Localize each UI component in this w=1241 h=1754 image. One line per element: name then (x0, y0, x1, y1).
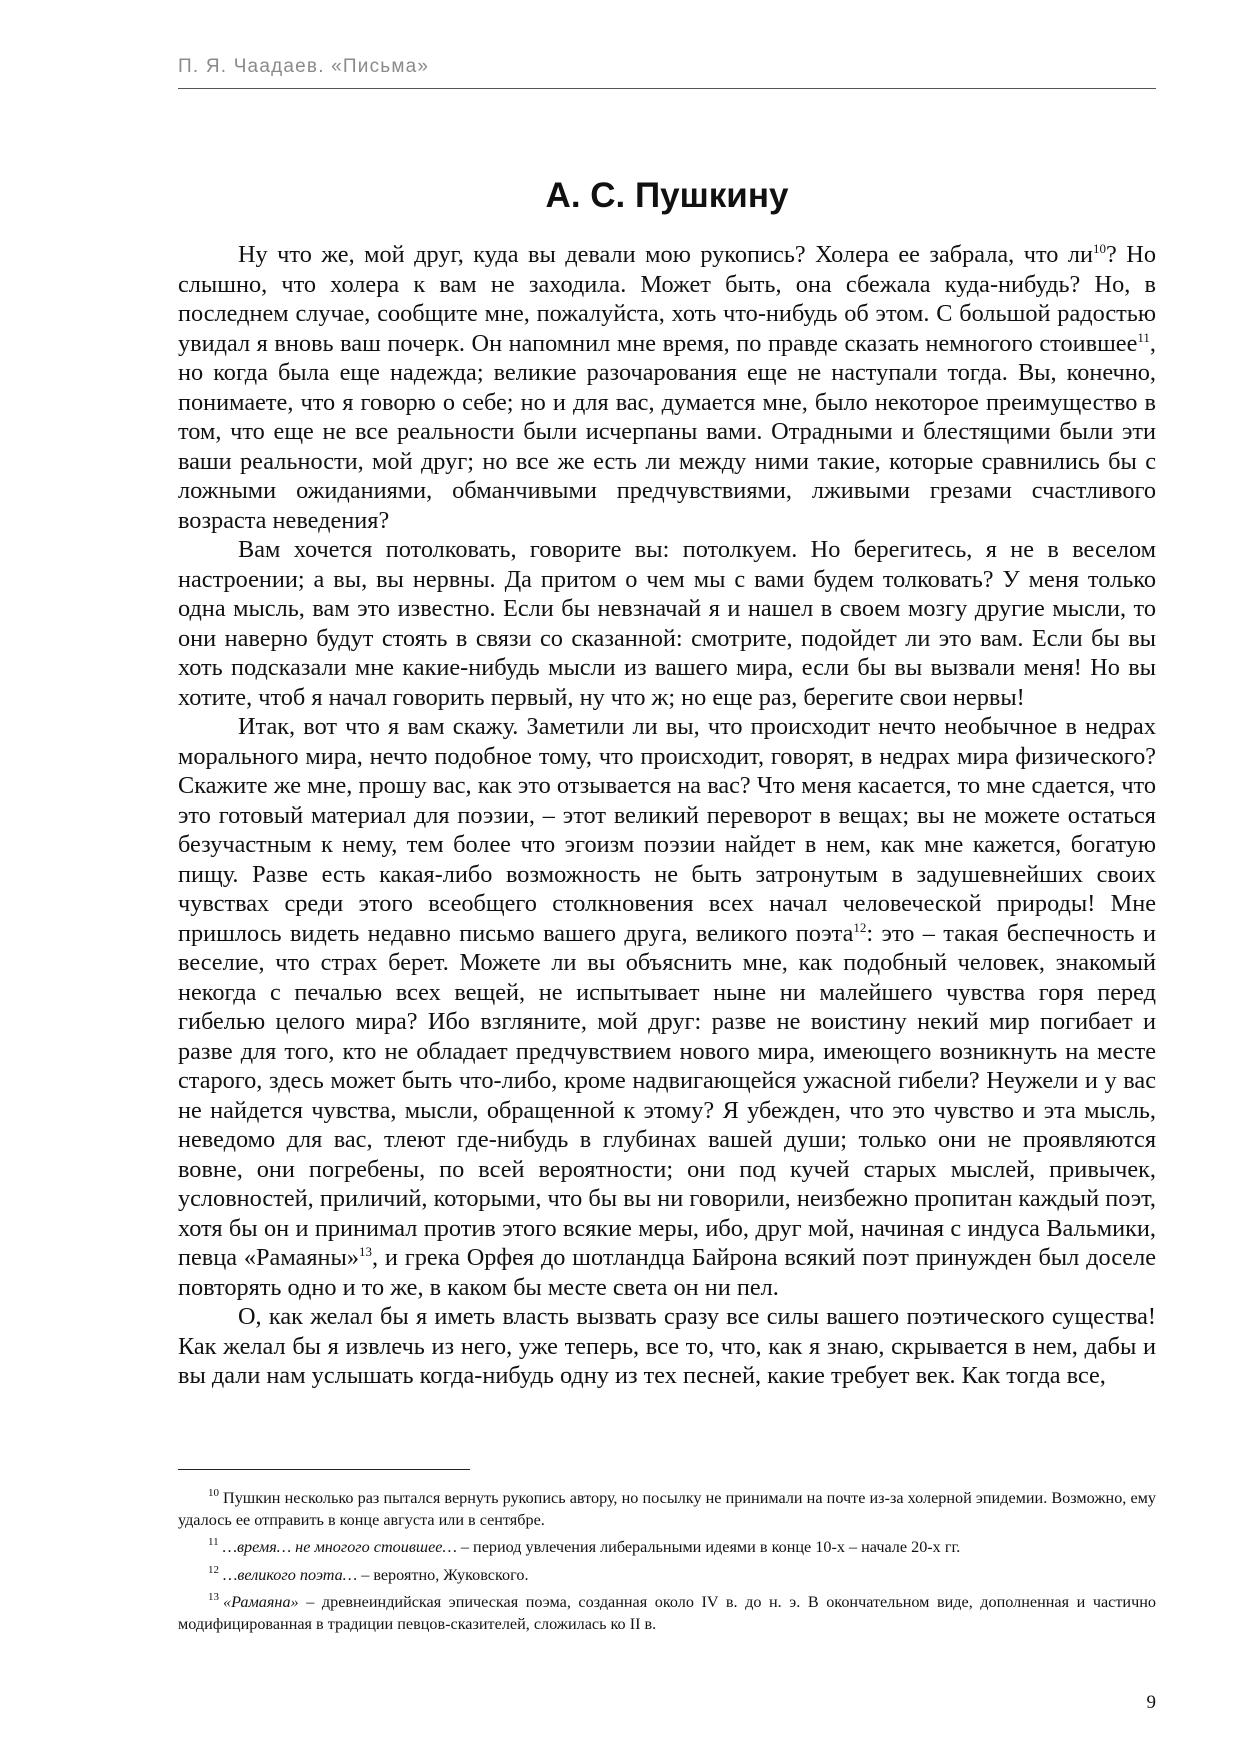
footnote-text: – древнеиндийская эпическая поэма, созданная около IV в. до н. э. В окончательном виде, дополненная и частично модифицированная в традиции певцов-сказителей, сложилась ко II в. (178, 1593, 1156, 1633)
page-number: 9 (1146, 1692, 1156, 1713)
footnote-rule (178, 1469, 470, 1470)
paragraph-1-text-c: , но когда была еще надежда; великие разочарования еще не наступали тогда. Вы, конечно, понимаете, что я говорю о себе; но и для вас, думается мне, было некоторое преимущество в том, что еще не все реальности были исчерпаны вами. Отрадными и блестящими были эти ваши реальности, мой друг; но все же есть ли между ними такие, которые сравнились бы с ложными ожиданиями, обманчивыми предчувствиями, лживыми грезами счастливого возраста неведения? (178, 329, 1156, 534)
paragraph-3 (178, 712, 1156, 1302)
footnotes (178, 1488, 1156, 1641)
footnote-ref-12[interactable]: 12 (853, 919, 867, 935)
paragraph-1 (178, 240, 1156, 535)
footnote-13 (178, 1592, 1156, 1635)
footnote-number: 13 (208, 1591, 219, 1603)
footnote-ref-13[interactable]: 13 (358, 1244, 372, 1259)
footnote-number: 10 (208, 1487, 219, 1499)
footnote-quote: «Рамаяна» (223, 1593, 299, 1611)
footnote-ref-10[interactable]: 10 (1093, 241, 1107, 256)
paragraph-1-text-a: Ну что же, мой друг, куда вы девали мою рукопись? Холера ее забрала, что ли (238, 241, 1094, 268)
footnote-12 (178, 1565, 1156, 1587)
paragraph-4: О, как желал бы я иметь власть вызвать сразу все силы вашего поэтического существа! Как желал бы я извлечь из него, уже теперь, все то, что, как я знаю, скрывается в нем, дабы и вы дали нам услышать когда-нибудь одну из тех песней, какие требует век. Как тогда все, (178, 1303, 1156, 1389)
footnote-quote: …великого поэта… (223, 1565, 358, 1584)
footnote-10 (178, 1488, 1156, 1531)
footnote-ref-11[interactable]: 11 (1137, 329, 1150, 345)
chapter-title: А. С. Пушкину (545, 176, 789, 215)
footnote-text: – вероятно, Жуковского. (357, 1565, 529, 1584)
paragraph-3-text-b: : это – такая беспечность и веселие, что страх берет. Можете ли вы объяснить мне, как подобный человек, знакомый некогда с печалью всех вещей, не испытывает ныне ни малейшего чувства горя перед гибелью целого мира? Ибо взгляните, мой друг: разве не воистину некий мир погибает и разве для того, кто не обладает предчувствием нового мира, имеющего возникнуть на месте старого, здесь может быть что-либо, кроме надвигающейся ужасной гибели? Неужели и у вас не найдется чувства, мысли, обращенной к этому? Я убежден, что это чувство и эта мысль, неведомо для вас, тлеют где-нибудь в глубинах вашей души; только они не проявляются вовне, они погребены, по всей вероятности; они под кучей старых мыслей, привычек, условностей, приличий, которыми, что бы вы ни говорили, неизбежно пропитан каждый поэт, хотя бы он и принимал против этого всякие меры, ибо, друг мой, начиная с индуса Вальмики, певца «Рамаяны» (178, 919, 1157, 1271)
paragraph-3-text-a: Итак, вот что я вам скажу. Заметили ли вы, что происходит нечто необычное в недрах морального мира, нечто подобное тому, что происходит, говорят, в недрах мира физического? Скажите же мне, прошу вас, как это отзывается на вас? Что меня касается, то мне сдается, что это готовый материал для поэзии, – этот великий переворот в вещах; вы не можете остаться безучастным к нему, тем более что эгоизм поэзии найдет в нем, как мне кажется, богатую пищу. Разве есть какая-либо возможность не быть затронутым в задушевнейших своих чувствах среди этого всеобщего столкновения всех начал человеческой природы! Мне пришлось видеть недавно письмо вашего друга, великого поэта (178, 713, 1156, 947)
footnote-text: – период увлечения либеральными идеями в конце 10-х – начале 20-х гг. (456, 1538, 961, 1556)
paragraph-2: Вам хочется потолковать, говорите вы: потолкуем. Но берегитесь, я не в веселом настроении; а вы, вы нервны. Да притом о чем мы с вами будем толковать? У меня только одна мысль, вам это известно. Если бы невзначай я и нашел в своем мозгу другие мысли, то они наверно будут стоять в связи со сказанной: смотрите, подойдет ли это вам. Если бы вы хоть подсказали мне какие-нибудь мысли из вашего мира, если бы вы вызвали меня! Но вы хотите, чтоб я начал говорить первый, ну что ж; но еще раз, берегите свои нервы! (178, 536, 1156, 711)
header-rule (178, 88, 1156, 89)
footnote-quote: …время… не многого стоившее… (222, 1538, 457, 1556)
footnote-11 (178, 1537, 1156, 1559)
paragraph-1-text-b: ? Но слышно, что холера к вам не заходила. Может быть, она сбежала куда-нибудь? Но, в последнем случае, сообщите мне, пожалуйста, хоть что-нибудь об этом. С большой радостью увидал я вновь ваш почерк. Он напомнил мне время, по правде сказать немногого стоившее (178, 241, 1156, 357)
paragraph-3-text-c: , и грека Орфея до шотландца Байрона всякий поэт принужден был доселе повторять одно и то же, в каком бы месте света он ни пел. (178, 1244, 1156, 1301)
running-head: П. Я. Чаадаев. «Письма» (178, 56, 430, 77)
body-text (178, 240, 1156, 1391)
footnote-number: 12 (208, 1563, 219, 1576)
footnote-text: Пушкин несколько раз пытался вернуть рукопись автору, но посылку не принимали на почте из-за холерной эпидемии. Возможно, ему удалось ее отправить в конце августа или в сентябре. (178, 1489, 1156, 1529)
footnote-number: 11 (208, 1536, 219, 1548)
